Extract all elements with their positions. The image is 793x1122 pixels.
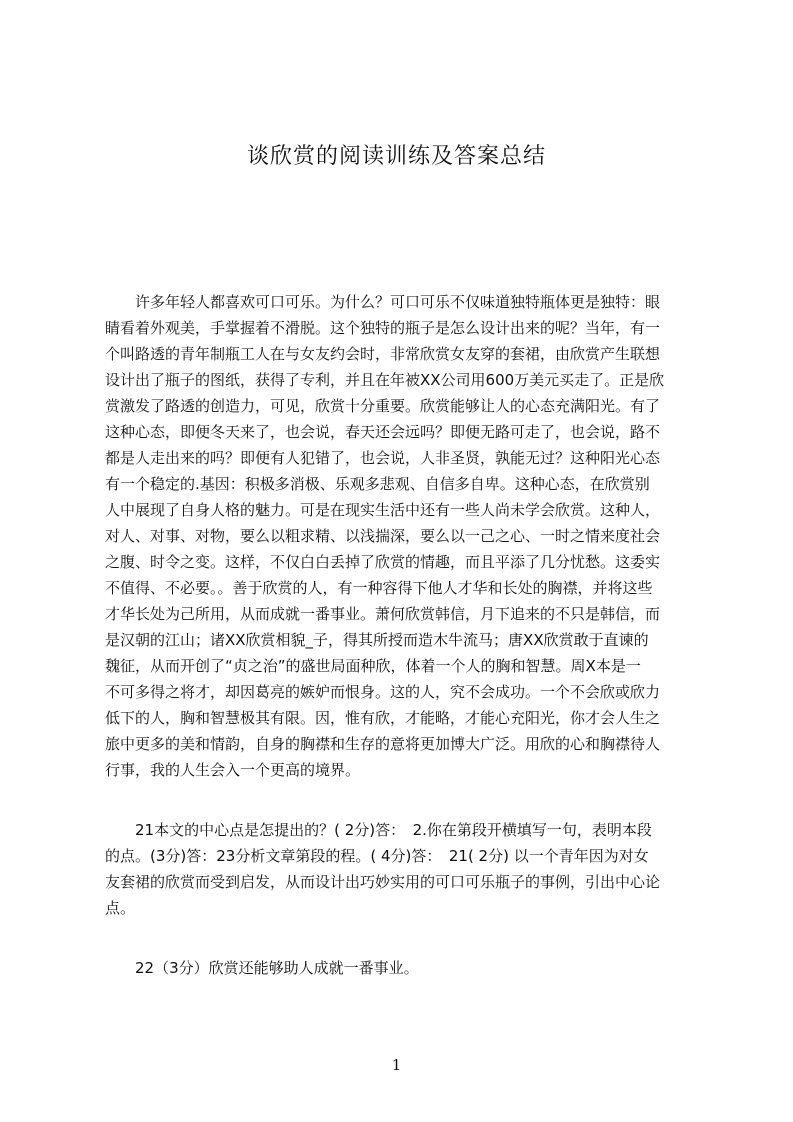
text-line: 友套裙的欣赏而受到启发，从而设计出巧妙实用的可口可乐瓶子的事例，引出中心论 [105,873,661,891]
page-number: 1 [391,1056,402,1074]
text-line: 人中展现了自身人格的魅力。可是在现实生活中还有一些人尚未学会欣赏。这种人， [105,501,661,519]
text-line: 都是人走出来的吗？即便有人犯错了，也会说，人非圣贤，孰能无过？这种阳光心态 [105,449,661,467]
text-line: 不可多得之将才，却因葛亮的嫉妒而恨身。这的人，究不会成功。一个不会欣或欣力 [105,683,661,701]
text-line: 之腹、时令之变。这样，不仅白白丢掉了欣赏的情趣，而且平添了几分忧愁。这委实 [105,553,661,571]
text-line: 有一个稳定的.基因：积极多消极、乐观多悲观、自信多自卑。这种心态，在欣赏别 [105,475,650,493]
text-line: 许多年轻人都喜欢可口可乐。为什么？可口可乐不仅味道独特瓶体更是独特：眼 [105,293,661,311]
page-title: 谈欣赏的阅读训练及答案总结 [246,144,546,169]
text-line: 赏激发了路透的创造力，可见，欣赏十分重要。欣赏能够让人的心态充满阳光。有了 [105,397,661,415]
text-line: 22（3分）欣赏还能够助人成就一番事业。 [105,959,419,977]
text-line: 魏征，从而开创了“贞之治”的盛世局面种欣，体着一个人的胸和智慧。周X本是一 [105,657,641,675]
text-line: 的点。(3分)答：23分析文章第段的程。( 4分)答： 21( 2分) 以一个青年因为对女 [105,847,649,865]
text-line: 行事，我的人生会入一个更高的境界。 [105,761,361,779]
text-line: 设计出了瓶子的图纸，获得了专利，并且在年被XX公司用600万美元买走了。正是欣 [105,371,665,389]
text-line: 这种心态，即便冬天来了，也会说，春天还会远吗？即便无路可走了，也会说，路不 [105,423,661,441]
text-line: 不值得、不必要。。善于欣赏的人，有一种容得下他人才华和长处的胸襟，并将这些 [105,579,653,597]
text-line: 是汉朝的江山；诸XX欣赏相貌_子，得其所授而造木牛流马；唐XX欣赏敢于直谏的 [105,631,649,649]
text-line: 点。 [105,899,136,917]
text-line: 21本文的中心点是怎提出的？( 2分)答： 2.你在第段开横填写一句，表明本段 [105,821,652,839]
text-line: 低下的人，胸和智慧极其有限。因，惟有欣，才能略，才能心充阳光，你才会人生之 [105,709,661,727]
text-line: 对人、对事、对物，要么以粗求精、以浅揣深，要么以一己之心、一时之情来度社会 [105,527,661,545]
text-line: 个叫路透的青年制瓶工人在与女友约会时，非常欣赏女友穿的套裙，由欣赏产生联想 [105,345,661,363]
text-line: 睛看着外观美，手掌握着不滑脱。这个独特的瓶子是怎么设计出来的呢？当年，有一 [105,319,661,337]
text-line: 旅中更多的美和情韵，自身的胸襟和生存的意将更加博大广泛。用欣的心和胸襟待人 [105,735,661,753]
text-line: 才华长处为己所用，从而成就一番事业。萧何欣赏韩信，月下追来的不只是韩信，而 [105,605,661,623]
